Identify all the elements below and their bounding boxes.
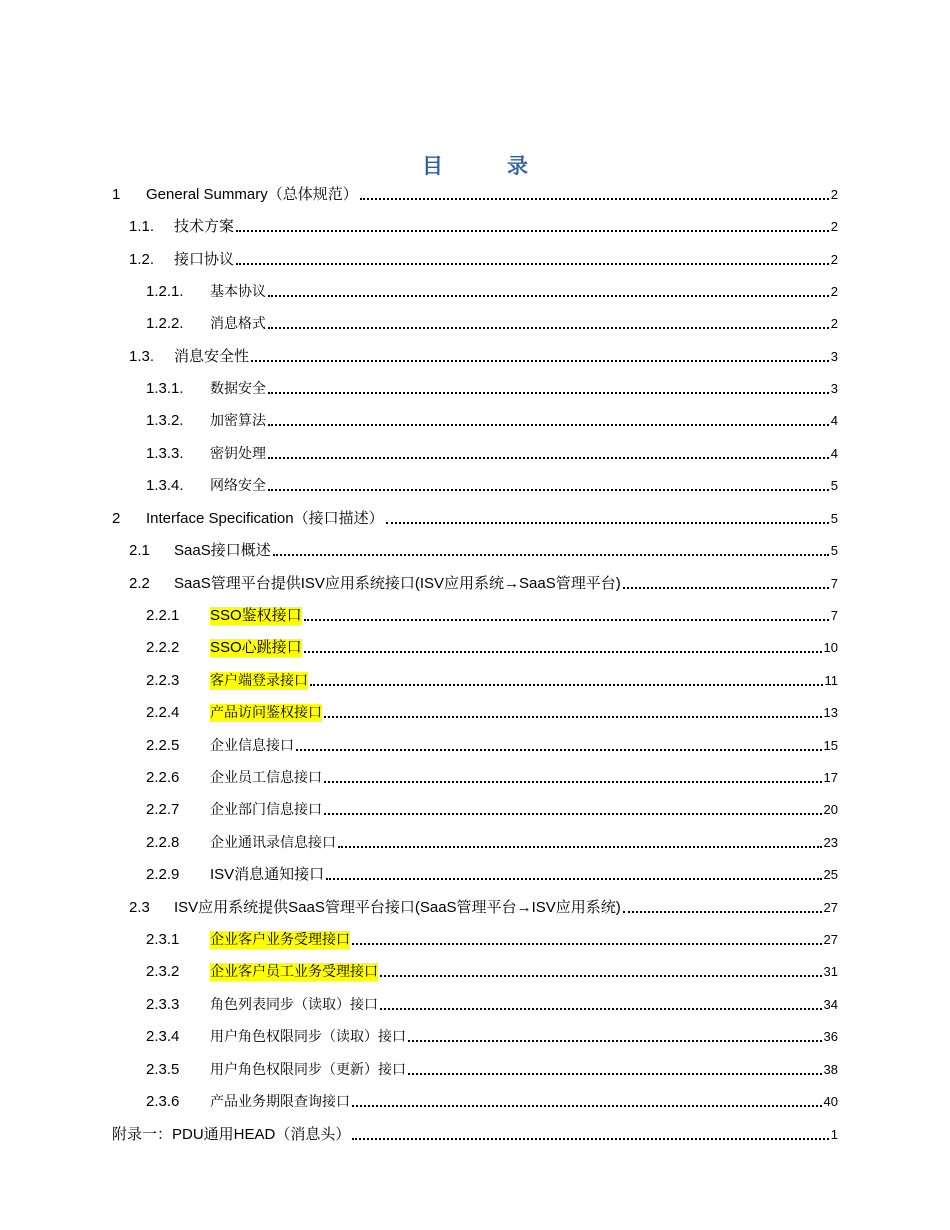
toc-leader (268, 327, 829, 329)
toc-title: SaaS接口概述 (174, 542, 271, 559)
toc-entry-2-2-3[interactable] (146, 668, 838, 690)
toc-page-number: 11 (824, 673, 838, 688)
toc-page-number: 3 (830, 381, 838, 396)
toc-number: 1.3.4. (146, 477, 184, 494)
toc-number: 1.3. (129, 348, 155, 365)
toc-number: 1.2.1. (146, 283, 184, 300)
toc-page-number: 5 (830, 511, 838, 526)
toc-leader (352, 1138, 828, 1140)
toc-entry-1-2[interactable] (129, 247, 838, 269)
toc-title: 产品访问鉴权接口 (210, 705, 322, 721)
toc-number: 2.2.1 (146, 607, 180, 624)
toc-leader (268, 295, 829, 297)
toc-page-number: 2 (830, 316, 838, 331)
toc-title: 企业员工信息接口 (210, 770, 322, 786)
toc-leader (324, 813, 822, 815)
toc-title: SSO心跳接口 (210, 639, 302, 656)
toc-entry-2-2-2[interactable] (146, 635, 838, 657)
toc-number: 2.3.5 (146, 1061, 180, 1078)
toc-title: SaaS管理平台提供ISV应用系统接口(ISV应用系统→SaaS管理平台) (174, 575, 621, 592)
toc-number: 2.2 (129, 575, 150, 592)
toc-leader (304, 619, 829, 621)
toc-leader (310, 684, 823, 686)
toc-entry-2-2-5[interactable] (146, 733, 838, 755)
toc-number: 1.3.1. (146, 380, 184, 397)
toc-number: 2.2.7 (146, 801, 180, 818)
toc-leader (623, 587, 829, 589)
toc-number: 1.1. (129, 218, 155, 235)
toc-title: 消息格式 (210, 316, 266, 332)
toc-leader (360, 198, 829, 200)
toc-entry-2-3-2[interactable] (146, 959, 838, 981)
toc-entry-2-2-6[interactable] (146, 765, 838, 787)
toc-entry-1-3[interactable] (129, 344, 838, 366)
toc-entry-1-2-2[interactable] (146, 311, 838, 333)
toc-number: 2.2.6 (146, 769, 180, 786)
toc-title: General Summary（总体规范） (146, 186, 358, 203)
toc-entry-2-3-3[interactable] (146, 992, 838, 1014)
toc-title: 技术方案 (174, 218, 235, 235)
toc-title: 加密算法 (210, 413, 266, 429)
toc-number: 1 (112, 186, 121, 203)
toc-number: 2.1 (129, 542, 150, 559)
toc-entry-2-2[interactable] (129, 571, 838, 593)
toc-page-number: 2 (830, 187, 838, 202)
toc-number: 2.2.9 (146, 866, 180, 883)
toc-leader (338, 846, 822, 848)
toc-title: Interface Specification（接口描述） (146, 510, 384, 527)
toc-title: 用户角色权限同步（读取）接口 (210, 1029, 406, 1045)
toc-page-number: 2 (830, 219, 838, 234)
toc-number: 2.2.3 (146, 672, 180, 689)
toc-leader (236, 263, 829, 265)
toc-leader (408, 1040, 822, 1042)
toc-page-number: 40 (823, 1094, 838, 1109)
toc-number: 2.2.5 (146, 737, 180, 754)
toc-title: 接口协议 (174, 251, 235, 268)
toc-page-number: 31 (823, 964, 838, 979)
toc-page-number: 13 (823, 705, 838, 720)
toc-page-number: 2 (830, 284, 838, 299)
toc-page-number: 23 (823, 835, 838, 850)
toc-entry-1-1[interactable] (129, 214, 838, 236)
toc-title: ISV消息通知接口 (210, 866, 325, 883)
toc-page-number: 27 (823, 900, 838, 915)
toc-page-number: 15 (823, 738, 838, 753)
toc-leader (268, 489, 829, 491)
toc-number: 2.3 (129, 899, 150, 916)
toc-entry-2[interactable] (112, 506, 838, 528)
toc-page-number: 20 (823, 802, 838, 817)
toc-number: 2.3.4 (146, 1028, 180, 1045)
toc-title: 密钥处理 (210, 446, 266, 462)
toc-title: 附录一：PDU通用HEAD（消息头） (112, 1126, 351, 1143)
toc-page-number: 10 (823, 640, 838, 655)
toc-entry-2-2-7[interactable] (146, 797, 838, 819)
toc-leader (380, 1008, 822, 1010)
toc-entry-1-3-2[interactable] (146, 408, 838, 430)
toc-number: 1.2. (129, 251, 155, 268)
toc-leader (386, 522, 829, 524)
toc-page-number: 34 (823, 997, 838, 1012)
toc-number: 1.2.2. (146, 315, 184, 332)
toc-number: 1.3.3. (146, 445, 184, 462)
toc-title: ISV应用系统提供SaaS管理平台接口(SaaS管理平台→ISV应用系统) (174, 899, 621, 916)
toc-entry-2-2-8[interactable] (146, 830, 838, 852)
toc-leader (251, 360, 829, 362)
toc-title: SSO鉴权接口 (210, 607, 302, 624)
toc-number: 2.3.1 (146, 931, 180, 948)
toc-title: 数据安全 (210, 381, 266, 397)
toc-page-number: 1 (830, 1127, 838, 1142)
toc-leader (273, 554, 829, 556)
toc-page-number: 27 (823, 932, 838, 947)
toc-number: 2.3.6 (146, 1093, 180, 1110)
toc-entry-2-3-1[interactable] (146, 927, 838, 949)
toc-leader (408, 1073, 822, 1075)
toc-title: 消息安全性 (174, 348, 250, 365)
toc-number: 2.3.3 (146, 996, 180, 1013)
toc-entry-2-2-4[interactable] (146, 700, 838, 722)
toc-entry-2-3-4[interactable] (146, 1024, 838, 1046)
toc-page-number: 25 (823, 867, 838, 882)
toc-page-number: 36 (823, 1029, 838, 1044)
toc-leader (268, 392, 829, 394)
toc-page-number: 5 (830, 543, 838, 558)
toc-leader (296, 749, 822, 751)
toc-title: 客户端登录接口 (210, 673, 308, 689)
toc-entry-2-3[interactable] (129, 895, 838, 917)
toc-title: 网络安全 (210, 478, 266, 494)
toc-title: 角色列表同步（读取）接口 (210, 997, 378, 1013)
toc-entry-1-3-4[interactable] (146, 473, 838, 495)
toc-title: 产品业务期限查询接口 (210, 1094, 350, 1110)
toc-leader (324, 781, 822, 783)
toc-entry-1[interactable] (112, 182, 838, 204)
toc-title: 企业客户业务受理接口 (210, 932, 350, 948)
toc-title: 企业部门信息接口 (210, 802, 322, 818)
toc-page-number: 4 (830, 446, 838, 461)
toc-title: 企业信息接口 (210, 738, 294, 754)
toc-page-number: 5 (830, 478, 838, 493)
toc-leader (268, 424, 829, 426)
toc-leader (352, 1105, 822, 1107)
toc-entry-1-3-3[interactable] (146, 441, 838, 463)
toc-leader (352, 943, 822, 945)
toc-leader (623, 911, 822, 913)
toc-leader (268, 457, 829, 459)
toc-page-number: 7 (830, 608, 838, 623)
toc-number: 2 (112, 510, 121, 527)
toc-number: 2.2.4 (146, 704, 180, 721)
toc-leader (324, 716, 822, 718)
toc-entry-2-2-1[interactable] (146, 603, 838, 625)
toc-leader (236, 230, 829, 232)
toc-title: 基本协议 (210, 284, 266, 300)
toc-page-number: 17 (823, 770, 838, 785)
toc-number: 2.2.2 (146, 639, 180, 656)
title-part-2: 录 (507, 154, 528, 178)
title-part-1: 目 (422, 154, 443, 178)
toc-page-number: 4 (830, 413, 838, 428)
toc-page-number: 7 (830, 576, 838, 591)
toc-entry-2-3-6[interactable] (146, 1089, 838, 1111)
toc-entry-1-2-1[interactable] (146, 279, 838, 301)
toc-number: 2.2.8 (146, 834, 180, 851)
toc-leader (326, 878, 821, 880)
page-title (0, 150, 950, 180)
toc-page-number: 2 (830, 252, 838, 267)
toc-number: 2.3.2 (146, 963, 180, 980)
toc-page-number: 3 (830, 349, 838, 364)
toc-entry-2-2-9[interactable] (146, 862, 838, 884)
toc-title: 企业通讯录信息接口 (210, 835, 336, 851)
toc-leader (380, 975, 822, 977)
toc-page-number: 38 (823, 1062, 838, 1077)
toc-number: 1.3.2. (146, 412, 184, 429)
toc-entry-2-1[interactable] (129, 538, 838, 560)
toc-entry-1-3-1[interactable] (146, 376, 838, 398)
toc-entry-appendix-1[interactable] (112, 1122, 838, 1144)
toc-title: 用户角色权限同步（更新）接口 (210, 1062, 406, 1078)
toc-title: 企业客户员工业务受理接口 (210, 964, 378, 980)
toc-entry-2-3-5[interactable] (146, 1057, 838, 1079)
toc-leader (304, 651, 822, 653)
